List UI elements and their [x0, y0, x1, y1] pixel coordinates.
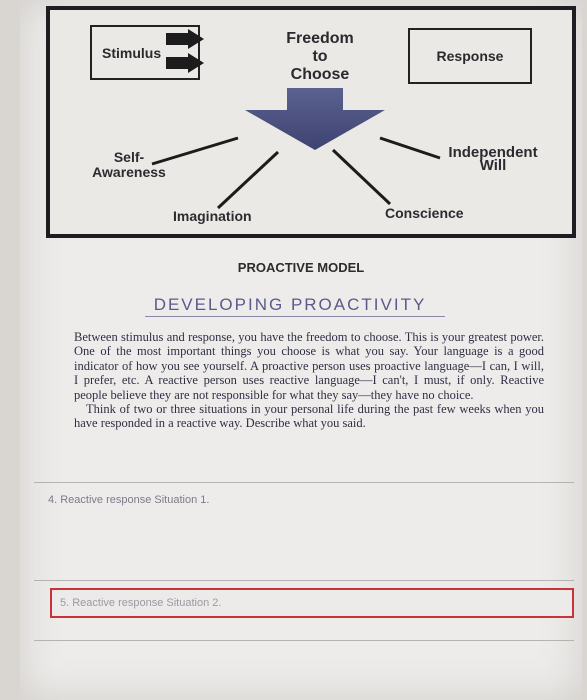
line-conscience [333, 150, 390, 204]
independent-will-line-2: Will [479, 157, 507, 174]
self-awareness-line-2: Awareness [92, 164, 166, 180]
self-awareness-label [84, 150, 174, 180]
freedom-line-1: Freedom [286, 30, 354, 47]
independent-will-label [438, 146, 548, 172]
independent-will-line-1: Independent [448, 144, 538, 161]
section-title: DEVELOPING PROACTIVITY [153, 295, 427, 314]
response-label: Response [436, 48, 504, 64]
answer-field-5[interactable] [50, 588, 574, 618]
freedom-to-choose-title [260, 30, 380, 84]
line-independent-will [380, 138, 440, 158]
self-awareness-line-1: Self- [113, 149, 145, 165]
freedom-line-2: to [312, 48, 328, 65]
answer-area-4[interactable] [50, 510, 574, 580]
paragraph-1: Between stimulus and response, you have the freedom to choose. This is your greatest power. One of the most important things you choose is what you say. Your language is a good indicator of how you see yourself. A proactive person uses proactive language—I can, I will, I prefer, etc. A reactive person uses reactive language—I can't, I must, if only. Reactive people believe they are not responsible for what they say—they have no choice. [74, 330, 544, 402]
divider-bottom [34, 640, 574, 641]
freedom-line-3: Choose [290, 66, 350, 83]
divider-middle [34, 580, 574, 581]
section-divider [145, 316, 445, 317]
worksheet-page [20, 0, 582, 700]
line-imagination [218, 152, 278, 208]
conscience-label: Conscience [385, 205, 464, 221]
response-box [408, 28, 532, 84]
model-caption: PROACTIVE MODEL [237, 260, 365, 275]
paragraph-2: Think of two or three situations in your personal life during the past few weeks when you have responded in a reactive way. Describe what you said. [74, 402, 544, 431]
stimulus-label: Stimulus [102, 44, 162, 61]
question-4-label: 4. Reactive response Situation 1. [48, 494, 210, 506]
imagination-label: Imagination [173, 208, 252, 224]
proactive-model-diagram [46, 6, 576, 238]
divider-top [34, 482, 574, 483]
down-arrow-icon [245, 88, 385, 150]
instructions-text [74, 330, 544, 431]
question-5-label: 5. Reactive response Situation 2. [60, 597, 222, 609]
stimulus-arrows-icon [166, 29, 204, 77]
